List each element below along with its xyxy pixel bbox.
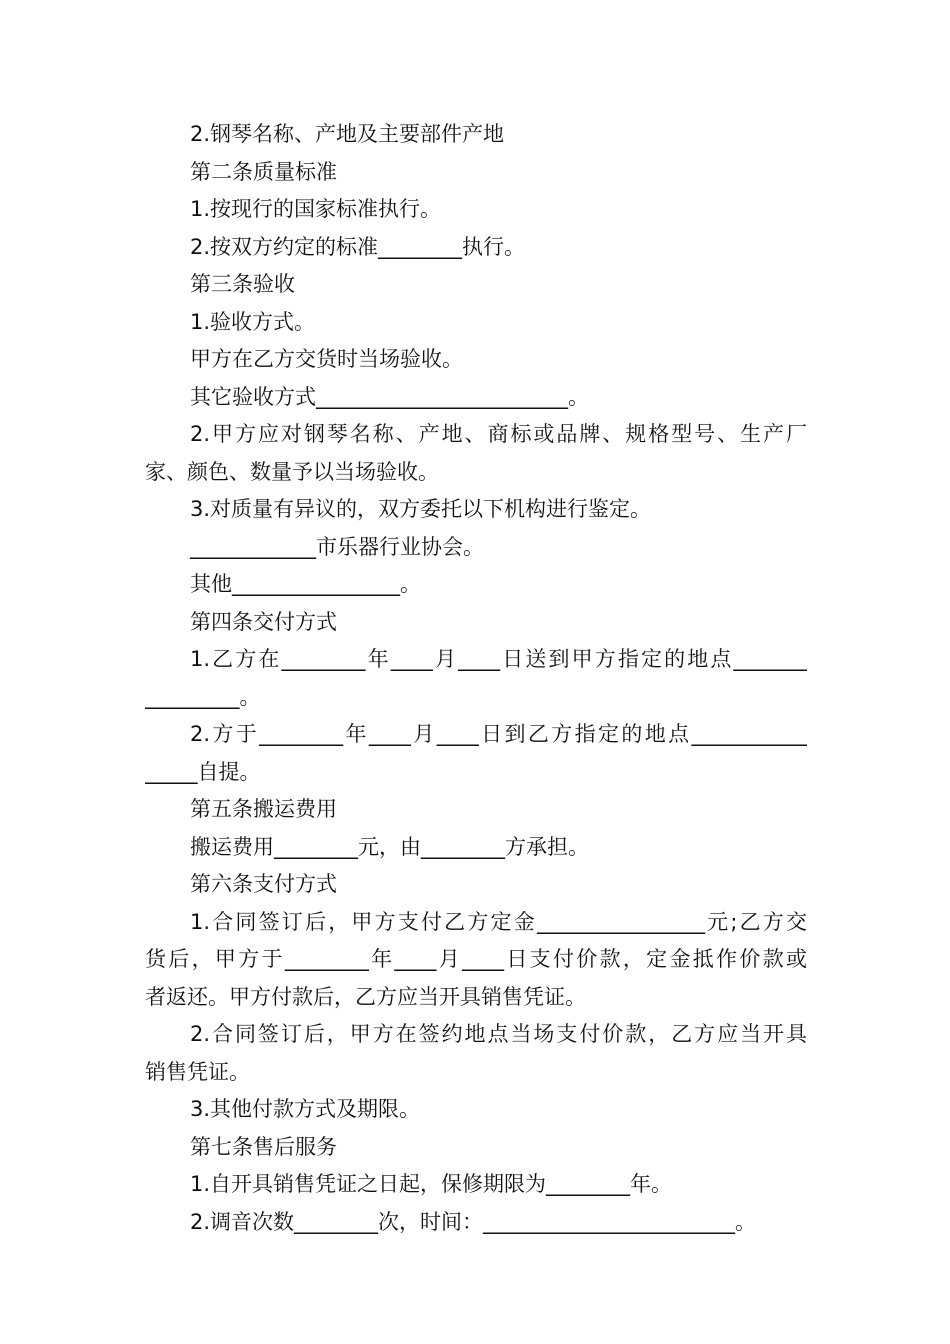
paragraph-line: 其他________________。	[190, 572, 421, 596]
paragraph-line: 1.验收方式。	[190, 309, 316, 334]
paragraph-line: _____自提。	[145, 759, 261, 784]
paragraph-line: 2.甲方应对钢琴名称、产地、商标或品牌、规格型号、生产厂	[190, 422, 807, 446]
paragraph-line: 1.合同签订后，甲方支付乙方定金________________元;乙方交	[190, 909, 807, 934]
paragraph-line: 2.合同签订后，甲方在签约地点当场支付价款，乙方应当开具	[190, 1022, 807, 1046]
paragraph-line: 者返还。甲方付款后，乙方应当开具销售凭证。	[145, 984, 586, 1009]
paragraph-line: 第三条验收	[190, 272, 295, 296]
paragraph-line: 1.乙方在________年____月____日送到甲方指定的地点_______	[190, 647, 807, 671]
paragraph-line: 第四条交付方式	[190, 609, 337, 634]
paragraph-line: 1.自开具销售凭证之日起，保修期限为________年。	[190, 1172, 673, 1196]
paragraph-line: 2.调音次数________次，时间：________________________。	[190, 1209, 757, 1234]
paragraph-line: 甲方在乙方交货时当场验收。	[190, 347, 463, 371]
paragraph-line: 销售凭证。	[145, 1059, 250, 1084]
contract-body	[145, 116, 807, 1241]
paragraph-line: 家、颜色、数量予以当场验收。	[145, 459, 439, 484]
paragraph-line: 2.按双方约定的标准________执行。	[190, 234, 526, 259]
paragraph-line: 2.钢琴名称、产地及主要部件产地	[190, 122, 505, 146]
paragraph-line: 1.按现行的国家标准执行。	[190, 197, 442, 221]
paragraph-line: 第六条支付方式	[190, 872, 337, 896]
paragraph-line: ____________市乐器行业协会。	[190, 534, 484, 559]
paragraph-line: 第七条售后服务	[190, 1134, 337, 1159]
paragraph-line: _________。	[145, 684, 261, 709]
paragraph-line: 第二条质量标准	[190, 159, 337, 184]
paragraph-line: 搬运费用________元，由________方承担。	[190, 834, 589, 859]
paragraph-line: 第五条搬运费用	[190, 797, 337, 821]
paragraph-line: 其它验收方式________________________。	[190, 384, 589, 409]
paragraph-line: 3.对质量有异议的，双方委托以下机构进行鉴定。	[190, 497, 652, 521]
paragraph-line: 2.方于________年____月____日到乙方指定的地点___________	[190, 722, 807, 746]
paragraph-line: 3.其他付款方式及期限。	[190, 1097, 421, 1121]
paragraph-line: 货后，甲方于________年____月____日支付价款，定金抵作价款或	[145, 947, 807, 971]
